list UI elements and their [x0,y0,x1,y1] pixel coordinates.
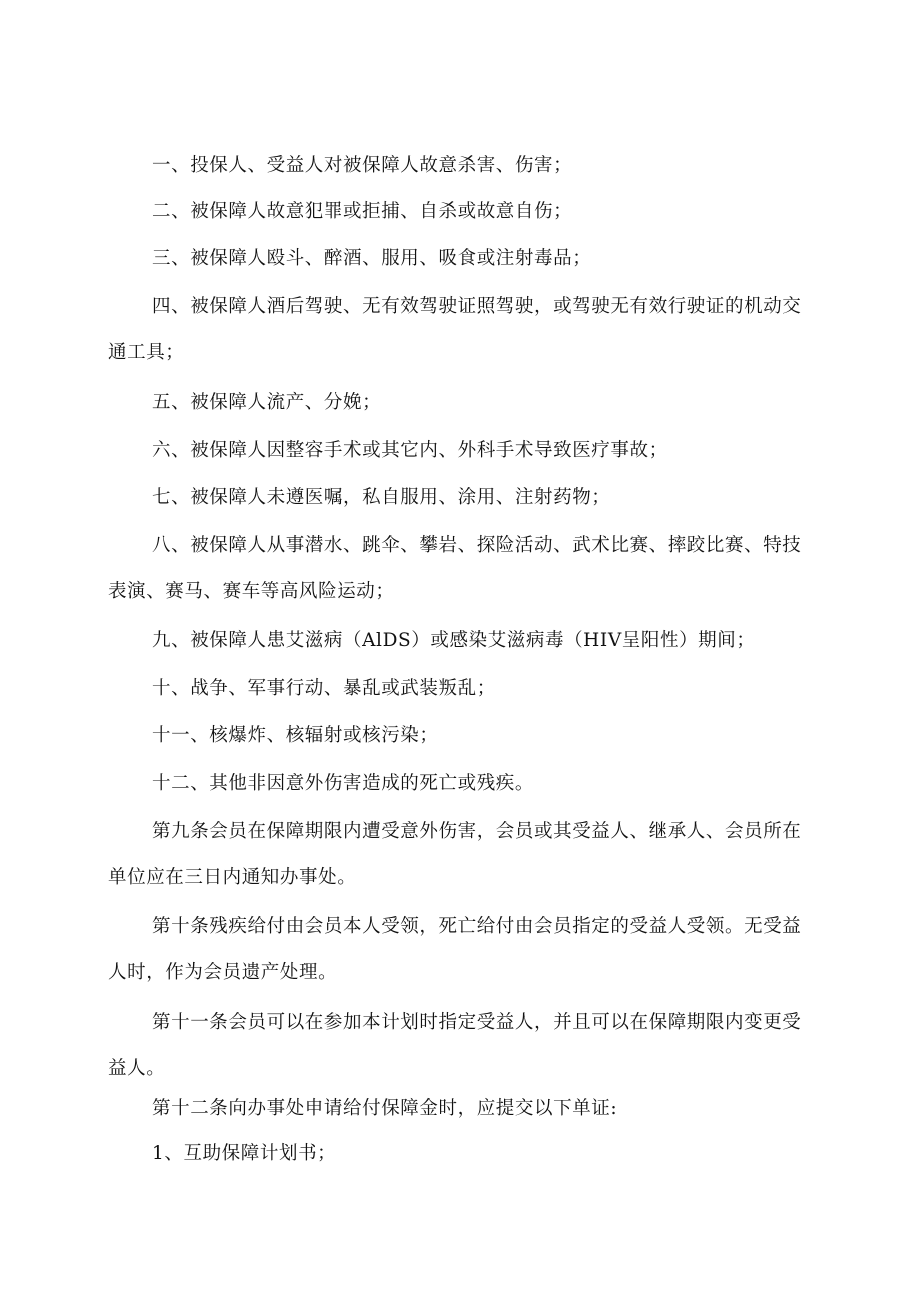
clause-exclusion-7: 七、被保障人未遵医嘱，私自服用、涂用、注射药物； [152,487,611,508]
required-document-1: 1、互助保障计划书； [152,1143,337,1164]
clause-exclusion-6: 六、被保障人因整容手术或其它内、外科手术导致医疗事故； [152,440,668,461]
article-11: 第十一条会员可以在参加本计划时指定受益人，并且可以在保障期限内变更受益人。 [108,1012,802,1079]
article-9: 第九条会员在保障期限内遭受意外伤害，会员或其受益人、继承人、会员所在单位应在三日内通知办事处。 [108,821,802,888]
clause-exclusion-1: 一、投保人、受益人对被保障人故意杀害、伤害； [152,155,573,176]
article-12: 第十二条向办事处申请给付保障金时，应提交以下单证: [152,1098,618,1119]
clause-exclusion-2: 二、被保障人故意犯罪或拒捕、自杀或故意自伤； [152,201,573,222]
clause-exclusion-4: 四、被保障人酒后驾驶、无有效驾驶证照驾驶，或驾驶无有效行驶证的机动交通工具； [108,296,802,363]
clause-exclusion-8: 八、被保障人从事潜水、跳伞、攀岩、探险活动、武术比赛、摔跤比赛、特技表演、赛马、赛车等高风险运动； [108,535,802,602]
clause-exclusion-10: 十、战争、军事行动、暴乱或武装叛乱； [152,678,496,699]
clause-exclusion-12: 十二、其他非因意外伤害造成的死亡或残疾。 [152,773,535,794]
article-10: 第十条残疾给付由会员本人受领，死亡给付由会员指定的受益人受领。无受益人时，作为会员遗产处理。 [108,916,802,983]
clause-exclusion-11: 十一、核爆炸、核辐射或核污染； [152,725,439,746]
clause-exclusion-9: 九、被保障人患艾滋病（AlDS）或感染艾滋病毒（HIV呈阳性）期间； [152,630,756,651]
clause-exclusion-3: 三、被保障人殴斗、醉酒、服用、吸食或注射毒品； [152,248,592,269]
clause-exclusion-5: 五、被保障人流产、分娩； [152,392,382,413]
